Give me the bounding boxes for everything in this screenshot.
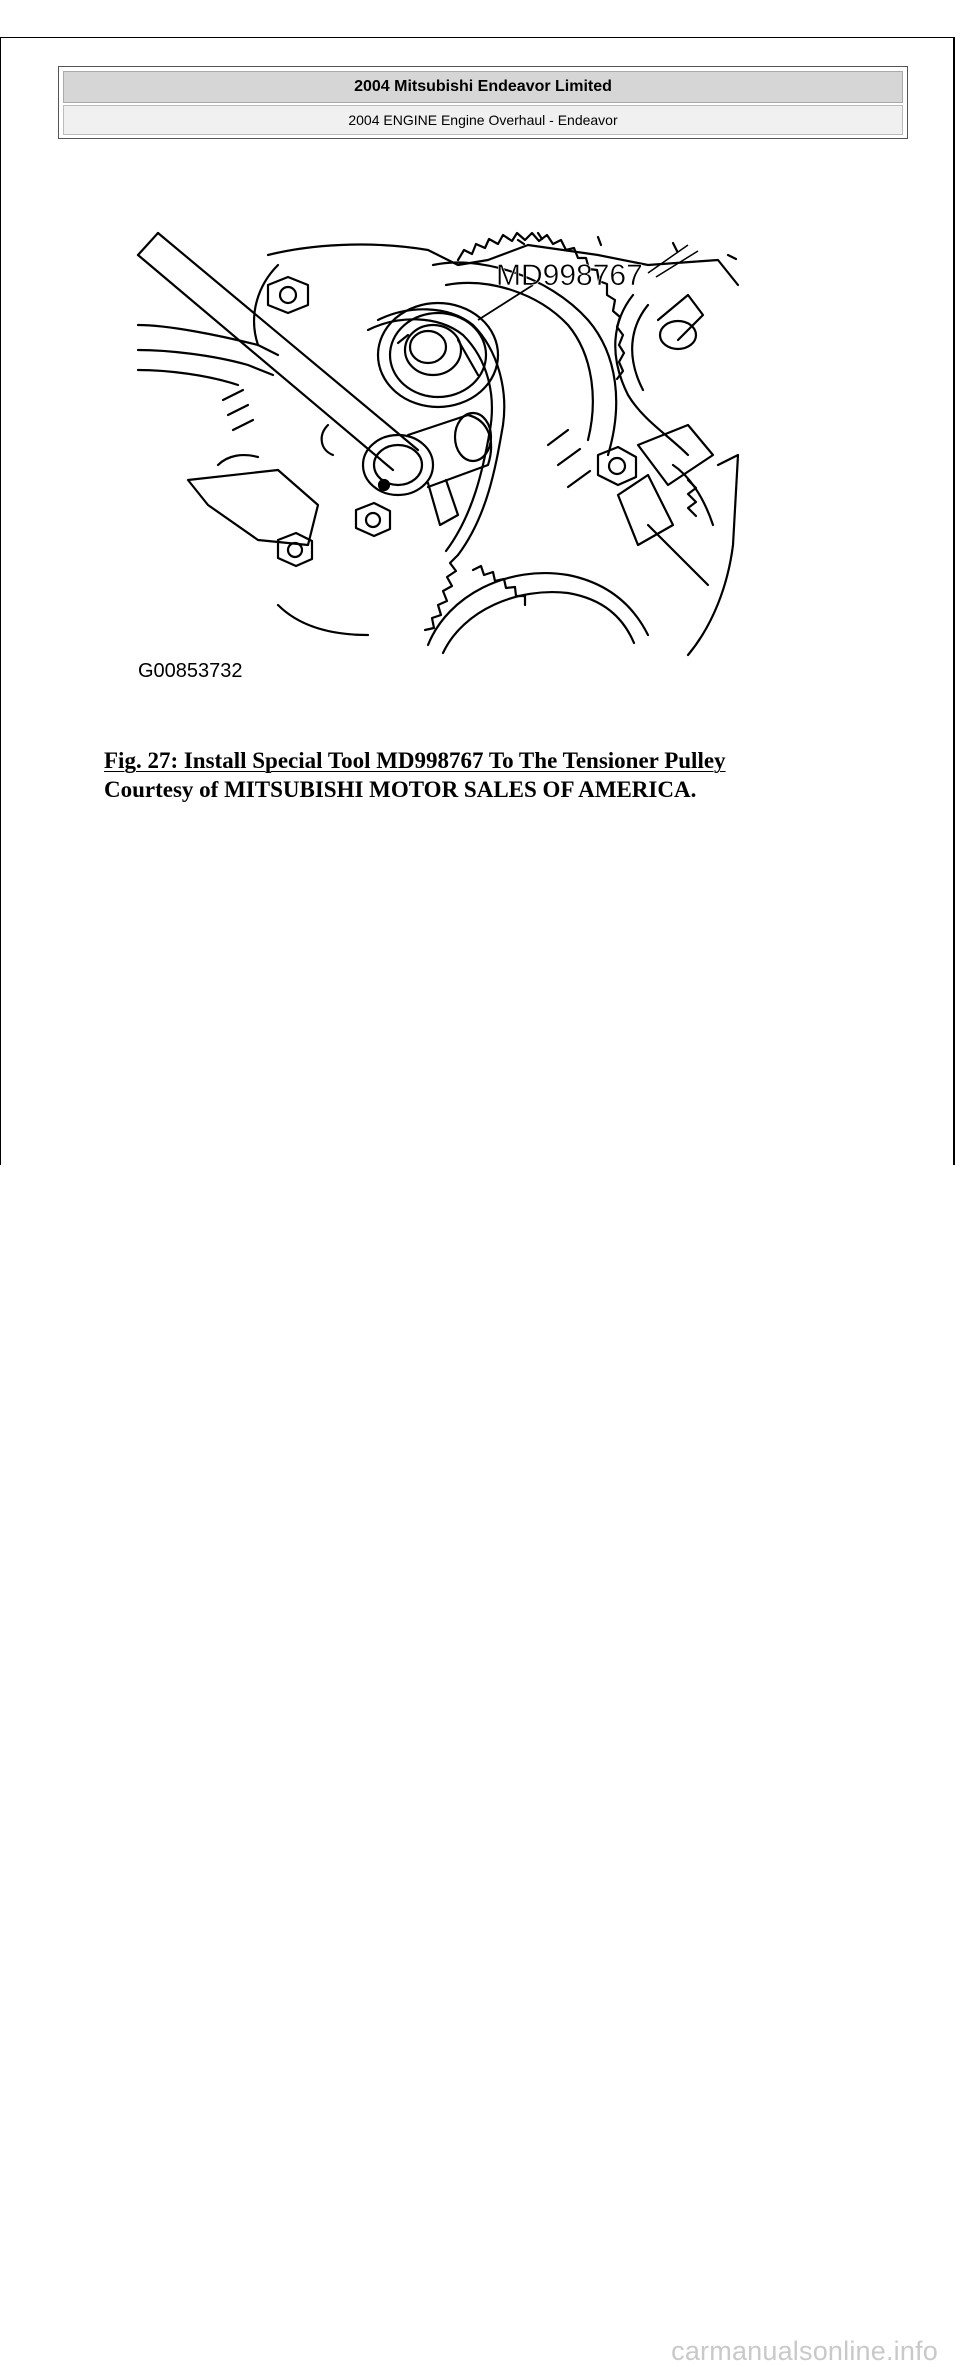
section-title: 2004 ENGINE Engine Overhaul - Endeavor <box>348 112 618 128</box>
bolt-upper-left <box>268 277 308 313</box>
page-frame <box>0 0 960 1165</box>
pulley-bolt-socket <box>398 325 478 375</box>
page-border-right <box>953 37 955 1165</box>
special-tool-md998767 <box>138 233 491 525</box>
sensor-connector <box>618 425 713 585</box>
watermark: carmanualsonline.info <box>671 2336 938 2366</box>
bolt-center <box>356 503 390 536</box>
bracket-arm <box>138 325 318 545</box>
upper-right-fitting <box>615 295 703 455</box>
vehicle-title: 2004 Mitsubishi Endeavor Limited <box>354 78 612 95</box>
document-header <box>58 66 908 139</box>
bolt-lower-left <box>278 533 312 566</box>
figure-image-id: G00853732 <box>138 660 243 682</box>
page-footer <box>0 1165 960 2366</box>
figure-courtesy: Courtesy of MITSUBISHI MOTOR SALES OF AMERICA. <box>104 777 697 802</box>
crank-gear <box>425 555 648 653</box>
header-subtitle-row <box>63 105 903 135</box>
page-border-left <box>0 38 1 1165</box>
figure-caption[interactable]: Fig. 27: Install Special Tool MD998767 To The Tensioner Pulley <box>104 748 726 773</box>
tool-label: MD998767 <box>496 259 643 292</box>
page-border-top <box>0 37 955 38</box>
bolt-right <box>598 447 636 485</box>
header-title-row <box>63 71 903 103</box>
engine-illustration <box>128 225 748 685</box>
